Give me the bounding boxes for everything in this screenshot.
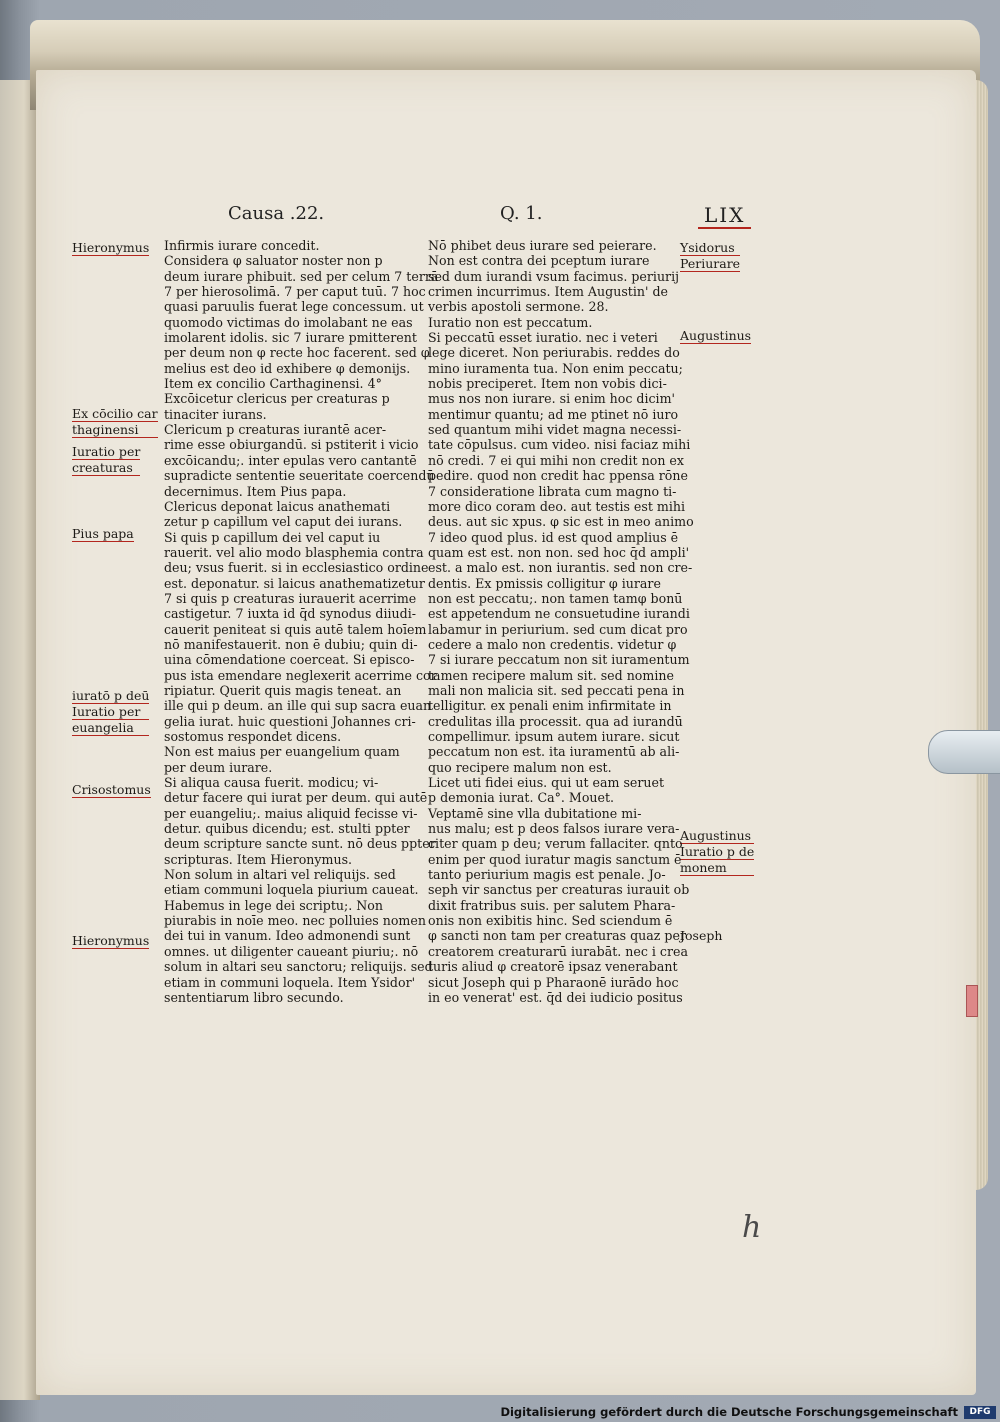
text-line: labamur in periurium. sed cum dicat pro xyxy=(428,621,688,637)
text-column-left xyxy=(164,238,439,1005)
running-title-causa: Causa .22. xyxy=(228,203,325,224)
previous-page-edge xyxy=(0,80,40,1400)
text-line: Considera φ saluator noster non p xyxy=(164,253,383,269)
text-line: nō manifestauerit. non ē dubiu; quin di- xyxy=(164,636,418,652)
page-marker xyxy=(966,985,978,1017)
margin-note-text: Joseph xyxy=(680,928,723,943)
text-line: sicut Joseph qui p Pharaonē iurādo hoc xyxy=(428,974,679,990)
text-line: in eo venerat' est. q̄d dei iudicio positus xyxy=(428,989,683,1005)
text-line: mentimur quantu; ad me ptinet nō iuro xyxy=(428,406,679,422)
text-line: rime esse obiurgandū. si pstiterit i vicio xyxy=(164,437,419,453)
dfg-logo: DFG xyxy=(964,1406,996,1419)
text-line: quasi paruulis fuerat lege concessum. ut xyxy=(164,299,424,315)
text-line: pus ista emendare neglexerit acerrime cor xyxy=(164,667,437,683)
running-title-quaestio: Q. 1. xyxy=(500,203,543,224)
text-line: Si aliqua causa fuerit. modicu; vi- xyxy=(164,775,379,791)
text-line: 7 si quis p creaturas iurauerit acerrime xyxy=(164,590,417,606)
text-line: enim per quod iuratur magis sanctum ē xyxy=(428,851,682,867)
margin-note xyxy=(72,933,149,949)
margin-note-text: Ysidorus xyxy=(680,240,740,256)
text-line: telligitur. ex penali enim infirmitate in xyxy=(428,698,672,714)
text-line: nobis preciperet. Item non vobis dici- xyxy=(428,376,667,392)
text-line: cauerit peniteat si quis autē talem hoīem xyxy=(164,621,427,637)
text-line: gelia iurat. huic questioni Johannes cri- xyxy=(164,713,416,729)
text-line: imolarent idolis. sic 7 iurare pmitterent xyxy=(164,330,417,346)
text-line: rauerit. vel alio modo blasphemia contra xyxy=(164,544,424,560)
text-line: Non solum in altari vel reliquijs. sed xyxy=(164,867,396,883)
text-line: dentis. Ex pmissis colligitur φ iurare xyxy=(428,575,661,591)
text-line: est. a malo est. non iurantis. sed non cre- xyxy=(428,560,693,576)
text-line: etiam in communi loquela. Item Ysidor' xyxy=(164,974,416,990)
margin-note xyxy=(680,828,754,876)
text-line: lege diceret. Non periurabis. reddes do xyxy=(428,345,680,361)
text-line: Habemus in lege dei scriptu;. Non xyxy=(164,897,383,913)
text-line: non est peccatu;. non tamen tamφ bonū xyxy=(428,590,683,606)
text-line: compellimur. ipsum autem iurare. sicut xyxy=(428,729,680,744)
text-line: citer quam p deu; verum fallaciter. qnto xyxy=(428,836,683,852)
margin-note-text: Crisostomus xyxy=(72,782,151,797)
pencil-signature-mark: h xyxy=(742,1210,762,1245)
text-line: est appetendum ne consuetudine iurandi xyxy=(428,606,690,622)
margin-note-text: Augustinus xyxy=(680,828,754,844)
text-line: Iuratio non est peccatum. xyxy=(428,314,593,330)
text-line: 7 si iurare peccatum non sit iuramentum xyxy=(428,652,690,668)
text-line: castigetur. 7 iuxta id q̄d synodus diiudi- xyxy=(164,606,416,622)
text-line: Si peccatū esset iuratio. nec i veteri xyxy=(428,330,658,346)
margin-note-text: euangelia xyxy=(72,720,149,736)
text-line: quomodo victimas do imolabant ne eas xyxy=(164,314,413,330)
text-line: detur. quibus dicendu; est. stulti ppter xyxy=(164,821,410,837)
margin-note-text: Ex cōcilio car xyxy=(72,406,158,421)
text-line: sed quantum mihi videt magna necessi- xyxy=(428,422,682,438)
text-line: deus. aut sic xpus. φ sic est in meo animo xyxy=(428,514,694,530)
text-line: per euangeliu;. maius aliquid fecisse vi- xyxy=(164,805,418,821)
text-line: 7 per hierosolimā. 7 per caput tuū. 7 hoc xyxy=(164,284,426,300)
margin-note-text: thaginensi xyxy=(72,422,158,438)
text-line: sostomus respondet dicens. xyxy=(164,729,342,744)
text-line: dixit fratribus suis. per salutem Phara- xyxy=(428,897,676,913)
text-line: quam est est. non non. sed hoc q̄d ampli' xyxy=(428,544,690,560)
text-line: detur facere qui iurat per deum. qui autē xyxy=(164,790,428,806)
text-line: melius est deo id exhibere φ demonijs. xyxy=(164,360,411,376)
text-line: supradicte sententie seueritate coercendū xyxy=(164,468,435,484)
text-line: deum iurare phibuit. sed per celum 7 terrā xyxy=(164,268,439,284)
text-line: φ sancti non tam per creaturas quaz per xyxy=(428,928,686,944)
footer-credit: Digitalisierung gefördert durch die Deutsche Forschungsgemeinschaft xyxy=(500,1405,958,1419)
text-line: Nō phibet deus iurare sed peierare. xyxy=(428,238,657,253)
margin-note xyxy=(72,782,151,798)
text-line: Si quis p capillum dei vel caput iu xyxy=(164,529,381,545)
text-line: Excōicetur clericus per creaturas p xyxy=(164,391,390,407)
margin-note-text: monem xyxy=(680,860,754,876)
text-line: sed dum iurandi vsum facimus. periurij xyxy=(428,268,680,284)
text-line: nus malu; est p deos falsos iurare vera- xyxy=(428,821,680,837)
folio-number: LIX xyxy=(698,203,751,229)
text-line: tanto periurium magis est penale. Jo- xyxy=(428,867,666,883)
text-line: per deum iurare. xyxy=(164,759,273,775)
footer-bar xyxy=(0,1404,1000,1422)
margin-note xyxy=(72,688,149,736)
text-line: scripturas. Item Hieronymus. xyxy=(164,851,353,867)
text-line: Non est contra dei pceptum iurare xyxy=(428,253,650,269)
margin-note-text: Augustinus xyxy=(680,328,752,343)
text-line: excōicandu;. inter epulas vero cantantē xyxy=(164,452,417,468)
text-line: nō credi. 7 ei qui mihi non credit non ex xyxy=(428,452,684,468)
text-line: peccatum non est. ita iuramentū ab ali- xyxy=(428,744,680,760)
text-line: mali non malicia sit. sed peccati pena in xyxy=(428,682,685,698)
text-line: 7 ideo quod plus. id est quod amplius ē xyxy=(428,529,679,545)
text-line: tate cōpulsus. cum video. nisi faciaz mihi xyxy=(428,437,691,453)
text-line: deu; vsus fuerit. si in ecclesiastico ordine xyxy=(164,560,429,576)
text-line: decernimus. Item Pius papa. xyxy=(164,483,347,499)
margin-note xyxy=(680,328,751,344)
text-line: ille qui p deum. an ille qui sup sacra euan xyxy=(164,698,432,714)
margin-note xyxy=(72,406,158,438)
margin-note-text: Periurare xyxy=(680,256,741,271)
margin-note-text: Pius papa xyxy=(72,526,134,541)
page-header xyxy=(0,203,1000,233)
text-line: Non est maius per euangelium quam xyxy=(164,744,400,760)
text-line: tamen recipere malum sit. sed nomine xyxy=(428,667,674,683)
text-line: est. deponatur. si laicus anathematizetur xyxy=(164,575,425,591)
text-line: creatorem creaturarū iurabāt. nec i crea xyxy=(428,943,688,959)
margin-note xyxy=(72,526,134,542)
margin-note xyxy=(72,444,140,476)
text-line: verbis apostoli sermone. 28. xyxy=(428,299,609,315)
text-line: quo recipere malum non est. xyxy=(428,759,612,775)
text-line: Clericus deponat laicus anathemati xyxy=(164,498,391,514)
text-line: mus nos non iurare. si enim hoc dicim' xyxy=(428,391,675,407)
text-line: crimen incurrimus. Item Augustin' de xyxy=(428,284,668,300)
text-line: ripiatur. Querit quis magis teneat. an xyxy=(164,682,402,698)
text-line: p demonia iurat. Ca°. Mouet. xyxy=(428,790,615,806)
text-line: mino iuramenta tua. Non enim peccatu; xyxy=(428,360,683,376)
text-line: seph vir sanctus per creaturas iurauit ob xyxy=(428,882,690,898)
text-line: omnes. ut diligenter caueant piuriu;. nō xyxy=(164,943,419,959)
text-line: solum in altari seu sanctoru; reliquijs. sed xyxy=(164,959,433,975)
text-line: dei tui in vanum. Ideo admonendi sunt xyxy=(164,928,411,944)
text-line: more dico coram deo. aut testis est mihi xyxy=(428,498,686,514)
text-line: sententiarum libro secundo. xyxy=(164,989,344,1005)
text-line: etiam communi loquela piurium caueat. xyxy=(164,882,419,898)
text-line: piurabis in noīe meo. nec polluies nomen xyxy=(164,913,426,929)
text-line: Infirmis iurare concedit. xyxy=(164,238,320,253)
margin-note-text: iuratō p deū xyxy=(72,688,150,703)
text-column-right xyxy=(428,238,694,1005)
text-line: zetur p capillum vel caput dei iurans. xyxy=(164,514,403,530)
margin-note-text: Hieronymus xyxy=(72,240,150,255)
text-line: per deum non φ recte hoc facerent. sed φ xyxy=(164,345,430,361)
text-line: Clericum p creaturas iurantē acer- xyxy=(164,422,387,438)
text-line: pedire. quod non credit hac ppensa rōne xyxy=(428,468,688,484)
text-line: deum scripture sancte sunt. nō deus ppter xyxy=(164,836,436,852)
margin-note xyxy=(680,240,740,272)
text-line: Item ex concilio Carthaginensi. 4° xyxy=(164,376,382,392)
margin-note-text: Iuratio p de xyxy=(680,844,755,859)
text-line: uina cōmendatione coerceat. Si episco- xyxy=(164,652,415,668)
margin-note-text: creaturas xyxy=(72,460,140,476)
margin-note xyxy=(72,240,149,256)
text-line: Veptamē sine vlla dubitatione mi- xyxy=(428,805,642,821)
text-line: tinaciter iurans. xyxy=(164,406,267,422)
margin-note-text: Iuratio per xyxy=(72,444,141,459)
text-line: cedere a malo non credentis. videtur φ xyxy=(428,636,677,652)
margin-note-text: Iuratio per xyxy=(72,704,149,720)
text-line: credulitas illa processit. qua ad iurandū xyxy=(428,713,683,729)
margin-note xyxy=(680,928,722,943)
text-line: turis aliud φ creatorē ipsaz venerabant xyxy=(428,959,678,975)
text-line: Licet uti fidei eius. qui ut eam seruet xyxy=(428,775,665,791)
text-line: onis non exibitis hinc. Sed sciendum ē xyxy=(428,913,673,929)
text-line: 7 consideratione librata cum magno ti- xyxy=(428,483,677,499)
margin-note-text: Hieronymus xyxy=(72,933,150,948)
page-clip-tab xyxy=(928,730,1000,774)
